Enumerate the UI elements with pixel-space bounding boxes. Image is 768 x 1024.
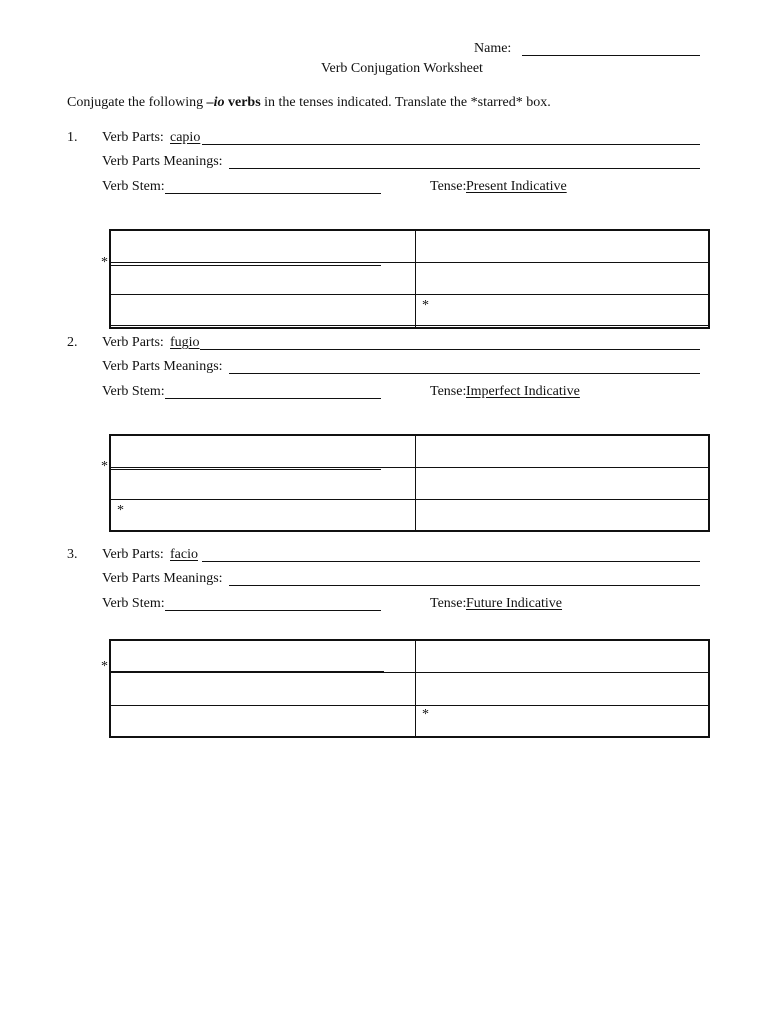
tense-value: Imperfect Indicative [466,384,580,399]
conjugation-table [109,229,710,329]
verb-parts-meanings-blank[interactable] [229,168,700,169]
starred-underline [110,265,381,266]
verb-parts-label: Verb Parts: [102,335,164,350]
verb-parts-meanings-blank[interactable] [229,585,700,586]
verb-stem-label: Verb Stem: [102,384,165,399]
verb-parts-blank[interactable] [202,561,700,562]
tense-label: Tense: [430,384,467,399]
instructions-io: io [213,95,225,110]
table-row-divider [111,467,708,468]
name-blank[interactable] [522,55,700,56]
verb-parts-value: fugio [170,335,200,350]
verb-parts-blank[interactable] [202,144,700,145]
tense-label: Tense: [430,179,467,194]
verb-stem-label: Verb Stem: [102,179,165,194]
starred-marker: * [101,459,108,474]
verb-parts-meanings-label: Verb Parts Meanings: [102,359,223,374]
table-column-divider [415,641,416,736]
starred-marker: * [101,659,108,674]
table-row-divider [111,705,708,706]
tense-value: Present Indicative [466,179,567,194]
table-row-divider [111,499,708,500]
starred-underline [110,469,381,470]
verb-parts-value: facio [170,547,198,562]
starred-marker: * [422,707,429,722]
instructions [67,95,551,111]
item-number: 2. [67,335,78,350]
table-row-divider [111,672,708,673]
verb-parts-meanings-label: Verb Parts Meanings: [102,154,223,169]
verb-parts-meanings-blank[interactable] [229,373,700,374]
instructions-after: in the tenses indicated. Translate the *starred* box. [260,95,551,110]
tense-value: Future Indicative [466,596,563,611]
verb-parts-blank[interactable] [200,349,700,350]
instructions-verbs: verbs [224,95,261,110]
worksheet-title: Verb Conjugation Worksheet [321,61,483,76]
item-number: 1. [67,130,78,145]
tense-label: Tense: [430,596,467,611]
table-column-divider [415,231,416,327]
starred-marker: * [101,255,108,270]
conjugation-table [109,639,710,738]
verb-parts-meanings-label: Verb Parts Meanings: [102,571,223,586]
table-row-divider [111,325,708,326]
verb-parts-label: Verb Parts: [102,547,164,562]
table-column-divider [415,436,416,530]
table-row-divider [111,262,708,263]
verb-stem-label: Verb Stem: [102,596,165,611]
starred-marker: * [117,503,124,518]
conjugation-table [109,434,710,532]
instructions-before: Conjugate the following [67,95,207,110]
starred-marker: * [422,298,429,313]
item-number: 3. [67,547,78,562]
verb-stem-blank[interactable] [165,610,381,611]
verb-parts-label: Verb Parts: [102,130,164,145]
verb-stem-blank[interactable] [165,398,381,399]
verb-stem-blank[interactable] [165,193,381,194]
instructions-dash: – [206,95,214,110]
name-label: Name: [474,41,512,56]
table-row-divider [111,294,708,295]
starred-underline [110,671,384,672]
verb-parts-value: capio [170,130,201,145]
